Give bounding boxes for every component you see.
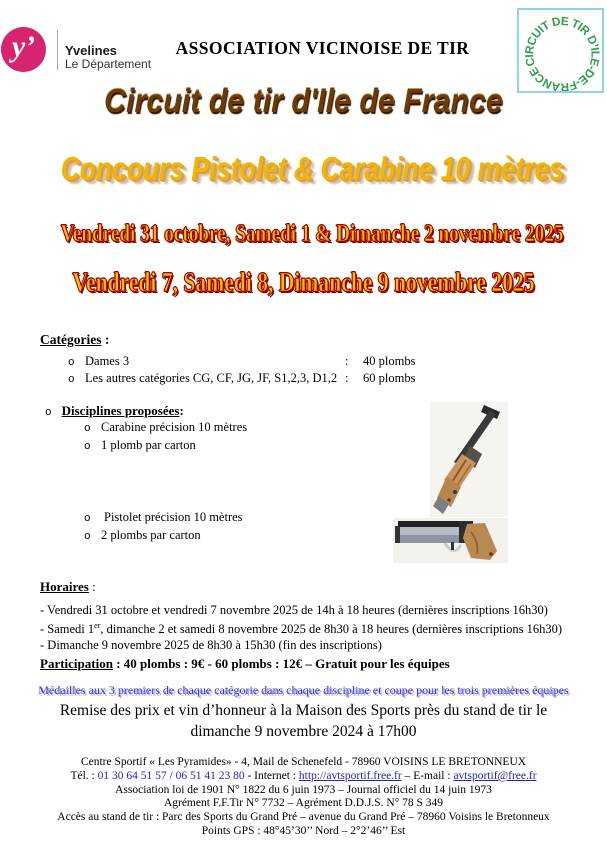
bullet-icon: o — [84, 513, 91, 525]
carabine-list — [84, 420, 247, 455]
footer — [0, 756, 607, 839]
bullet-icon: o — [68, 357, 75, 369]
yvelines-department: Le Département — [65, 57, 152, 71]
logo-divider — [57, 30, 58, 70]
pistolet-list — [84, 510, 243, 545]
footer-access: Accès au stand de tir : Parc des Sports du Grand Pré – avenue du Grand Pré – 78960 Voisins le Bretonneux — [57, 811, 550, 824]
banner-concours: Concours Pistolet & Carabine 10 mètres — [60, 150, 564, 187]
bullet-icon: o — [84, 530, 91, 543]
participation-line: Participation : 40 plombs : 9€ - 60 plombs : 12€ – Gratuit pour les équipes — [40, 656, 450, 671]
list-item — [84, 438, 247, 456]
tel-numbers[interactable]: 01 30 64 51 57 / 06 51 41 23 80 — [97, 769, 245, 782]
category-colon: : — [345, 370, 349, 385]
disciplines-heading: o Disciplines proposées: — [45, 403, 184, 419]
horaires-line-1: - Vendredi 31 octobre et vendredi 7 novembre 2025 de 14h à 18 heures (dernières inscriptions 16h30) — [40, 603, 548, 617]
category-value: 40 plombs — [363, 354, 416, 368]
footer-association: Association loi de 1901 N° 1822 du 6 juin 1973 – Journal officiel du 14 juin 1973 — [115, 783, 492, 796]
banner-dates-2: Vendredi 7, Samedi 8, Dimanche 9 novembre 2025 — [72, 267, 535, 297]
email-label: – E-mail : — [401, 769, 454, 782]
website-link[interactable]: http://avtsportif.free.fr — [298, 769, 402, 782]
category-colon: : — [345, 354, 349, 368]
footer-contacts — [0, 770, 607, 784]
air-rifle-photo — [430, 402, 508, 522]
circuit-ring-text: CIRCUIT DE TIR D’ILE-DE-FRANCE — [522, 14, 602, 91]
tel-label: Tél. : — [70, 769, 98, 782]
air-pistol-photo — [393, 518, 508, 568]
horaires-line-3: - Dimanche 9 novembre 2025 de 8h30 à 15h30 (fin des inscriptions) — [40, 638, 382, 653]
list-item — [84, 420, 247, 438]
prize-ceremony-note: Remise des prix et vin d’honneur à la Maison des Sports près du stand de tir le dimanche 9 novembre 2024 à 17h00 — [59, 702, 548, 740]
carabine-rule: 1 plomb par carton — [101, 437, 196, 452]
category-label: Les autres catégories CG, CF, JG, JF, S1,2,3, D1,2 — [85, 370, 338, 385]
bullet-icon: o — [84, 440, 91, 453]
air-rifle-illustration — [430, 402, 508, 517]
carabine-discipline: Carabine précision 10 mètres — [101, 420, 248, 434]
medals-note: Médailles aux 3 premiers de chaque catégorie dans chaque discipline et coupe pour les trois premières équipes — [38, 683, 569, 697]
bullet-icon: o — [45, 407, 52, 419]
footer-agrement: Agrément F.F.Tir N° 7732 – Agrément D.D.J.S. N° 78 S 349 — [163, 797, 444, 810]
horaires-line-2: - Samedi 1er, dimanche 2 et samedi 8 novembre 2025 de 8h30 à 18 heures (dernières inscriptions 16h30) — [40, 621, 563, 637]
categories-heading: Catégories : — [40, 332, 110, 347]
circular-text-logo — [519, 10, 602, 91]
superscript-er: er — [94, 621, 101, 630]
category-label: Dames 3 — [85, 354, 130, 368]
footer-address: Centre Sportif « Les Pyramides» - 4, Mail de Schenefeld - 78960 VOISINS LE BRETONNEUX — [80, 756, 527, 768]
subtitle-circuit: Circuit de tir d'Ile de France — [104, 82, 503, 119]
horaires-heading: Horaires : — [40, 579, 96, 594]
list-item — [84, 528, 243, 546]
circuit-de-tir-logo-icon — [517, 8, 604, 93]
pistolet-discipline: Pistolet précision 10 mètres — [104, 510, 243, 524]
pistolet-rule: 2 plombs par carton — [101, 527, 201, 542]
category-row — [68, 371, 415, 388]
footer-gps: Points GPS : 48°45’30’’ Nord – 2°2’46’’ Est — [201, 824, 406, 837]
bullet-icon: o — [68, 373, 75, 386]
email-link[interactable]: avtsportif@free.fr — [453, 769, 537, 782]
page-title: ASSOCIATION VICINOISE DE TIR — [175, 38, 470, 58]
category-value: 60 plombs — [363, 370, 416, 385]
bullet-icon: o — [84, 423, 91, 435]
yvelines-logo-icon — [1, 27, 46, 72]
svg-text:CIRCUIT DE TIR D’ILE-DE-FRANCE — [523, 15, 602, 91]
list-item — [84, 510, 243, 528]
yvelines-name: Yvelines — [65, 43, 118, 58]
internet-label: - Internet : — [244, 769, 299, 782]
banner-dates-1: Vendredi 31 octobre, Samedi 1 & Dimanche 2 novembre 2025 — [60, 221, 564, 247]
yvelines-monogram: y’ — [11, 29, 36, 63]
horaires-lines — [40, 602, 562, 653]
air-pistol-illustration — [393, 518, 508, 563]
categories-list — [68, 354, 415, 387]
category-row — [68, 354, 415, 371]
